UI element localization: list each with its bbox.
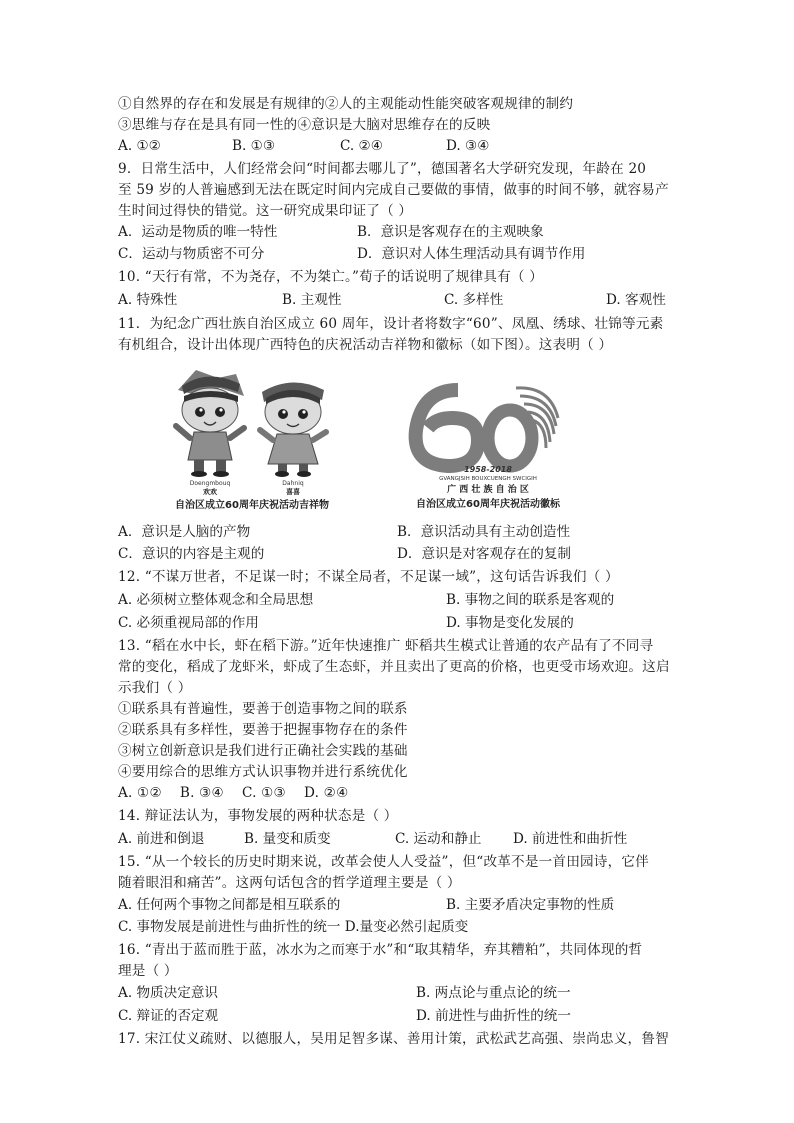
q12-option-d: D. 事物是变化发展的 <box>446 615 574 631</box>
mascot-2-name: Dahniq <box>282 480 304 487</box>
q15-stem-1: 15. “从一个较长的历史时期来说，改革会使人人受益”，但“改革不是一首田园诗，它伴 <box>118 854 649 870</box>
q13-statement-4: ④要用综合的思维方式认识事物并进行系统优化 <box>118 764 408 780</box>
mascot-1-name: Doengmbouq <box>189 480 231 487</box>
q12-stem: 12. “不谋万世者，不足谋一时；不谋全局者，不足谋一域”，这句话告诉我们（ ） <box>118 569 619 585</box>
q9-option-b: B．意识是客观存在的主观映象 <box>357 224 544 240</box>
q12-option-b: B. 事物之间的联系是客观的 <box>446 592 615 608</box>
q11-figure <box>160 368 600 518</box>
logo-zhuang-text: GVANGJSIH BOUXCUENGH SWCIGIH <box>439 476 537 482</box>
q11-stem-2: 有机组合，设计出体现广西特色的庆祝活动吉祥物和徽标（如下图）。这表明（ ） <box>118 337 613 353</box>
q16-option-a: A. 物质决定意识 <box>118 985 219 1001</box>
q16-stem-2: 理是（ ） <box>118 963 178 979</box>
q15-stem-2: 随着眼泪和痛苦”。这两句话包含的哲学道理主要是（ ） <box>118 875 461 891</box>
q14-option-d: D. 前进性和曲折性 <box>513 831 628 847</box>
q8-option-c: C. ②④ <box>340 138 383 154</box>
q13-stem-1: 13. “稻在水中长，虾在稻下游。”近年快速推广 虾稻共生模式让普通的农产品有了不同寻 <box>118 638 654 654</box>
q13-options: A. ①② B. ③④ C. ①③ D. ②④ <box>118 785 349 801</box>
q16-option-d: D. 前进性与曲折性的统一 <box>416 1008 571 1024</box>
q9-option-c: C．运动与物质密不可分 <box>118 246 265 262</box>
q9-stem-1: 9．日常生活中，人们经常会问“时间都去哪儿了”，德国著名大学研究发现，年龄在 20 <box>118 161 647 177</box>
mascots-and-logo-illustration <box>160 368 600 518</box>
q15-option-b: B. 主要矛盾决定事物的性质 <box>446 897 615 913</box>
q14-stem: 14. 辩证法认为，事物发展的两种状态是（ ） <box>118 808 398 824</box>
q8-option-b: B. ①③ <box>232 138 276 154</box>
q11-option-d: D．意识是对客观存在的复制 <box>397 546 572 562</box>
q17-stem-1: 17. 宋江仗义疏财、以德服人，吴用足智多谋、善用计策，武松武艺高强、崇尚忠义，鲁智 <box>118 1031 669 1047</box>
q10-option-a: A. 特殊性 <box>118 292 178 308</box>
mascot-boy-image <box>176 370 244 496</box>
q10-option-c: C. 多样性 <box>444 292 504 308</box>
q10-option-d: D. 客观性 <box>606 292 666 308</box>
q15-option-a: A. 任何两个事物之间都是相互联系的 <box>118 897 341 913</box>
q14-option-b: B. 量变和质变 <box>244 831 331 847</box>
mascot-2-cn-name: 喜喜 <box>286 488 300 496</box>
anniversary-logo-image <box>416 388 558 495</box>
q13-statement-1: ①联系具有普遍性，要善于创造事物之间的联系 <box>118 701 408 717</box>
q16-option-c: C. 辩证的否定观 <box>118 1008 219 1024</box>
logo-cn-text: 广 西 壮 族 自 治 区 <box>447 485 529 495</box>
mascot-caption: 自治区成立60周年庆祝活动吉祥物 <box>175 500 329 511</box>
q15-option-c-d: C. 事物发展是前进性与曲折性的统一 D.量变必然引起质变 <box>118 919 469 935</box>
q16-stem-1: 16. “青出于蓝而胜于蓝，冰水为之而寒于水”和“取其精华，弃其糟粕”，共同体现的哲 <box>118 942 643 958</box>
q12-option-a: A. 必须树立整体观念和全局思想 <box>118 592 314 608</box>
mascot-girl-image <box>260 382 326 496</box>
q9-option-d: D．意识对人体生理活动具有调节作用 <box>357 246 586 262</box>
q13-statement-2: ②联系具有多样性，要善于把握事物存在的条件 <box>118 722 408 738</box>
q13-statement-3: ③树立创新意识是我们进行正确社会实践的基础 <box>118 743 408 759</box>
q10-option-b: B. 主观性 <box>282 292 342 308</box>
q12-option-c: C. 必须重视局部的作用 <box>118 615 259 631</box>
q9-stem-2: 至 59 岁的人普遍感到无法在既定时间内完成自己要做的事情，做事的时间不够，就容易产 <box>118 182 669 198</box>
q14-option-c: C. 运动和静止 <box>395 831 482 847</box>
q13-stem-3: 示我们（ ） <box>118 680 192 696</box>
q11-option-a: A．意识是人脑的产物 <box>118 524 251 540</box>
q9-stem-3: 生时间过得快的错觉。这一研究成果印证了（ ） <box>118 203 413 219</box>
q8-option-d: D. ③④ <box>446 138 490 154</box>
q14-option-a: A. 前进和倒退 <box>118 831 205 847</box>
logo-caption: 自治区成立60周年庆祝活动徽标 <box>416 499 560 510</box>
q11-option-b: B．意识活动具有主动创造性 <box>397 524 571 540</box>
mascot-1-cn-name: 欢欢 <box>203 488 217 496</box>
q11-option-c: C．意识的内容是主观的 <box>118 546 265 562</box>
q10-stem: 10. “天行有常，不为尧存，不为桀亡。”荀子的话说明了规律具有（ ） <box>118 269 543 285</box>
q13-stem-2: 常的变化，稻成了龙虾米，虾成了生态虾，并且卖出了更高的价格，也更受市场欢迎。这启 <box>118 659 670 675</box>
q8-option-a: A. ①② <box>118 138 161 154</box>
q9-option-a: A．运动是物质的唯一特性 <box>118 224 278 240</box>
q16-option-b: B. 两点论与重点论的统一 <box>416 985 571 1001</box>
logo-years: 1958-2018 <box>464 465 512 474</box>
q8-statement-1-2: ①自然界的存在和发展是有规律的②人的主观能动性能突破客观规律的制约 <box>118 96 574 112</box>
q8-statement-3-4: ③思维与存在是具有同一性的④意识是大脑对思维存在的反映 <box>118 117 491 133</box>
q11-stem-1: 11．为纪念广西壮族自治区成立 60 周年，设计者将数字“60”、凤凰、绣球、壮锦等元素 <box>118 316 664 332</box>
